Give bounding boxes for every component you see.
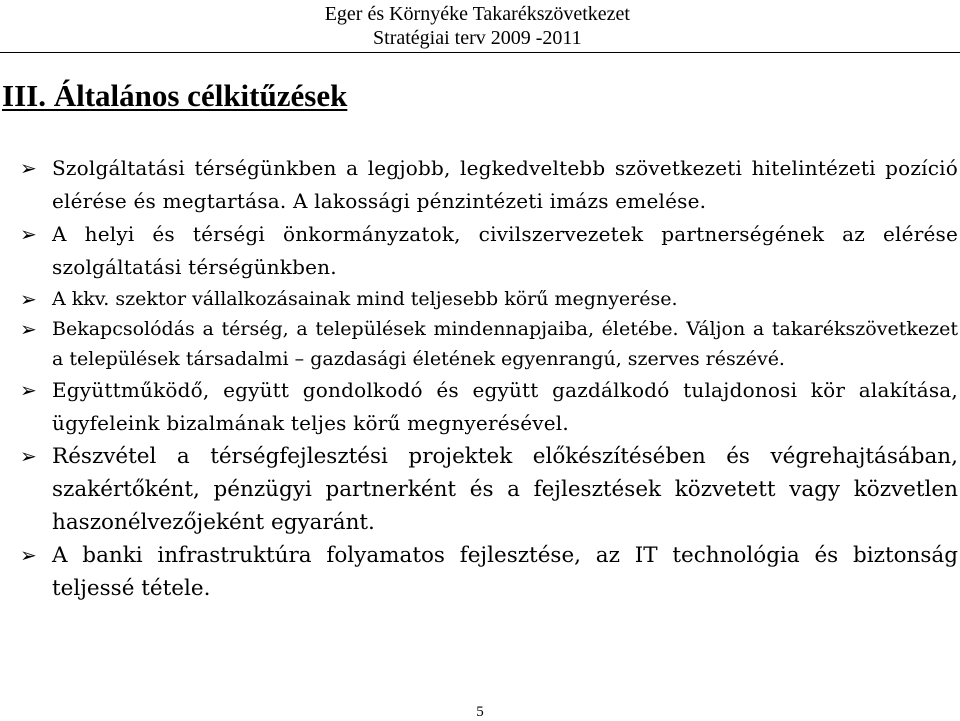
arrowhead-bullet-icon: ➢ [20,222,37,246]
list-item-text: A banki infrastruktúra folyamatos fejlesztése, az IT technológia és biztonság teljessé tétele. [52,543,958,601]
header-plan-title: Stratégiai terv 2009 -2011 [373,27,582,49]
list-item-text: Bekapcsolódás a térség, a települések mindennapjaiba, életébe. Váljon a takarékszövetkezet a települések társadalmi – gazdasági életének egyenrangú, szerves részévé. [52,318,958,370]
arrowhead-bullet-icon: ➢ [20,444,37,468]
list-item-text: Együttműködő, együtt gondolkodó és együtt gazdálkodó tulajdonosi kör alakítása, ügyfeleink bizalmának teljes körű megnyerésével. [52,378,958,435]
arrowhead-bullet-icon: ➢ [20,287,37,311]
list-item-text: Részvétel a térségfejlesztési projektek előkészítésében és végrehajtásában, szakértőként, pénzügyi partnerként és a fejlesztések közvetett vagy közvetlen haszonélvezőjeként egyaránt. [52,444,958,535]
objectives-list [20,152,958,605]
list-item-text: Szolgáltatási térségünkben a legjobb, legkedveltebb szövetkezeti hitelintézeti pozíció elérése és megtartása. A lakossági pénzintézeti imázs emelése. [52,156,958,213]
list-item [20,314,958,374]
list-item [20,218,958,284]
list-item [20,440,958,539]
list-item [20,284,958,314]
list-item [20,539,958,605]
page-number: 5 [476,704,484,720]
header-divider [0,52,960,53]
list-item-text: A helyi és térségi önkormányzatok, civilszervezetek partnerségének az elérése szolgáltatási térségünkben. [52,222,958,279]
header-institution-name: Eger és Környéke Takarékszövetkezet [324,3,630,25]
arrowhead-bullet-icon: ➢ [20,378,37,402]
arrowhead-bullet-icon: ➢ [20,543,37,567]
list-item [20,152,958,218]
section-title: III. Általános célkitűzések [2,78,348,113]
arrowhead-bullet-icon: ➢ [20,317,37,341]
list-item-text: A kkv. szektor vállalkozásainak mind teljesebb körű megnyerése. [52,288,678,310]
arrowhead-bullet-icon: ➢ [20,156,37,180]
list-item [20,374,958,440]
document-header [325,2,630,50]
